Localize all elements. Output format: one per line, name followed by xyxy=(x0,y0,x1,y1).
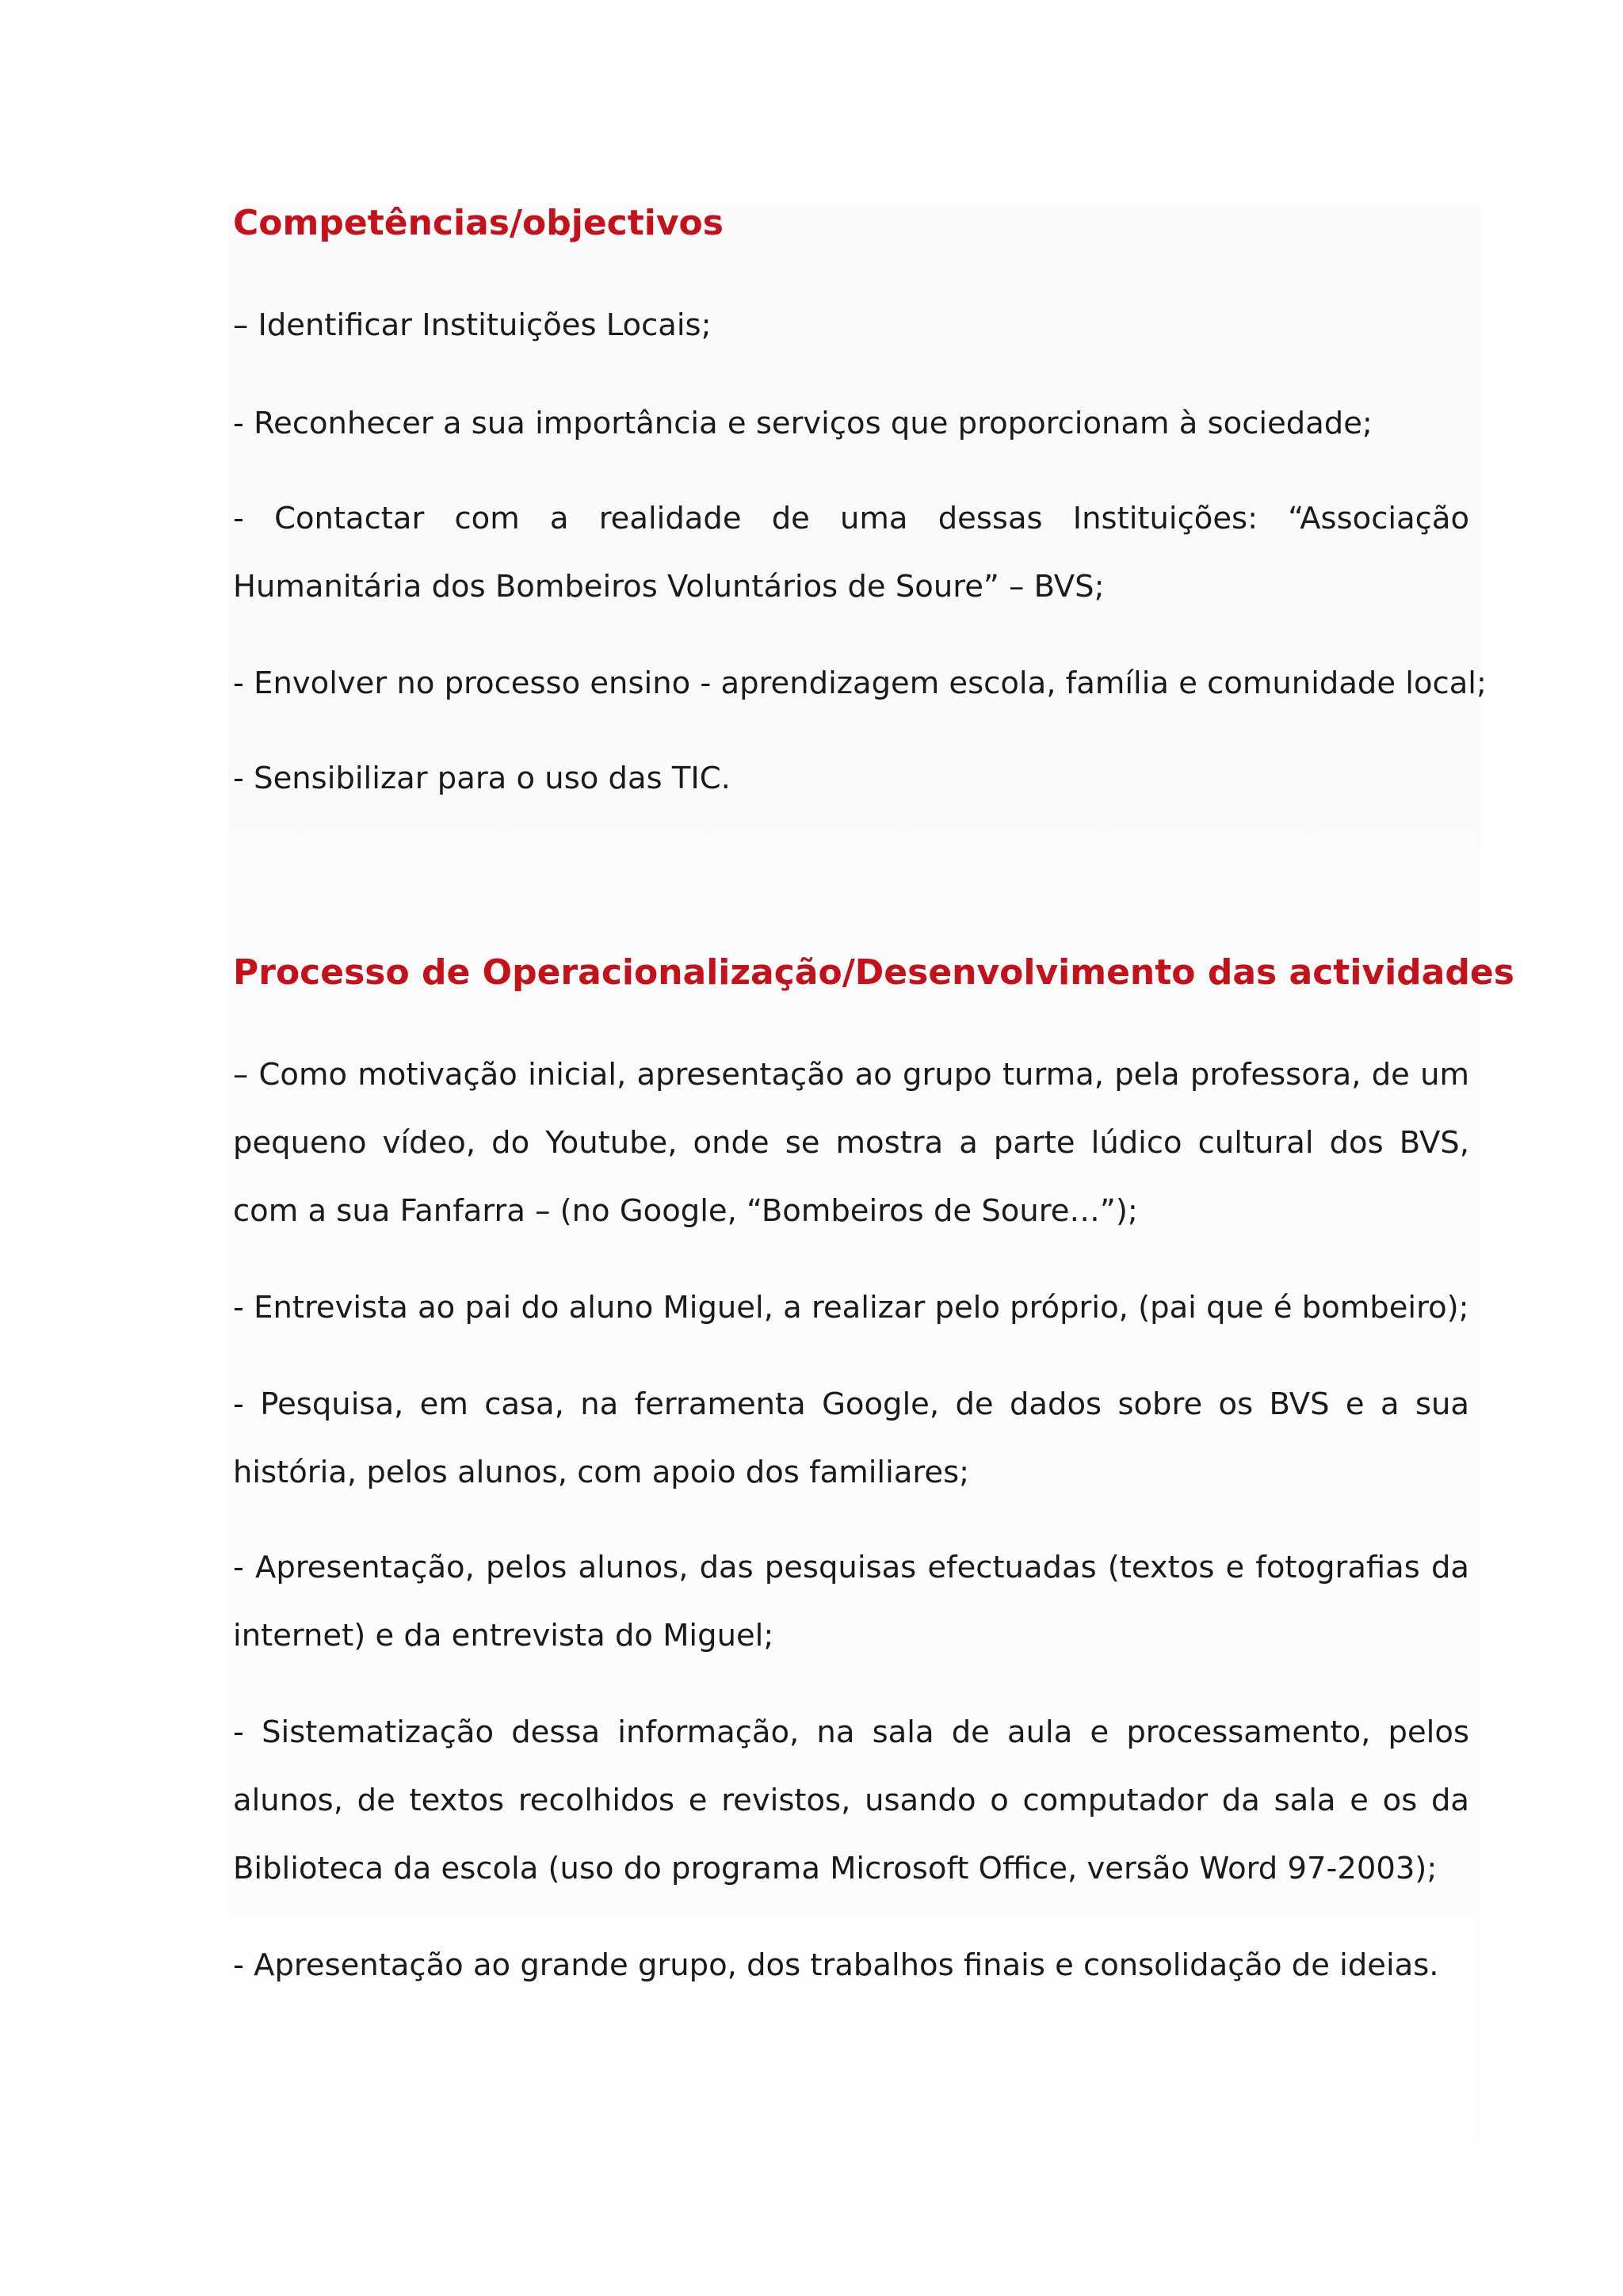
list-item: - Entrevista ao pai do aluno Miguel, a realizar pelo próprio, (pai que é bombeiro); xyxy=(233,1290,1469,1325)
list-item: - Apresentação ao grande grupo, dos trabalhos finais e consolidação de ideias. xyxy=(233,1947,1439,1983)
list-item: - Pesquisa, em casa, na ferramenta Google, de dados sobre os BVS e a sua história, pelos alunos, com apoio dos familiares; xyxy=(233,1386,1469,1490)
list-item: – Como motivação inicial, apresentação ao grupo turma, pela professora, de um pequeno vídeo, do Youtube, onde se mostra a parte lúdico cultural dos BVS, com a sua Fanfarra – (no Google, “Bombeiros de Soure…”); xyxy=(233,1057,1469,1229)
list-item: - Reconhecer a sua importância e serviços que proporcionam à sociedade; xyxy=(233,406,1373,441)
list-item: - Sensibilizar para o uso das TIC. xyxy=(233,761,731,796)
list-item: - Contactar com a realidade de uma dessas Instituições: “Associação Humanitária dos Bombeiros Voluntários de Soure” – BVS; xyxy=(233,501,1469,605)
list-item: - Envolver no processo ensino - aprendizagem escola, família e comunidade local; xyxy=(233,666,1487,701)
list-item: – Identificar Instituições Locais; xyxy=(233,307,712,343)
heading-competencias: Competências/objectivos xyxy=(233,203,724,243)
heading-processo: Processo de Operacionalização/Desenvolvimento das actividades xyxy=(233,952,1514,993)
list-item: - Sistematização dessa informação, na sala de aula e processamento, pelos alunos, de textos recolhidos e revistos, usando o computador da sala e os da Biblioteca da escola (uso do programa Microsoft Office, versão Word 97-2003); xyxy=(233,1714,1469,1886)
list-item: - Apresentação, pelos alunos, das pesquisas efectuadas (textos e fotografias da internet) e da entrevista do Miguel; xyxy=(233,1550,1469,1653)
